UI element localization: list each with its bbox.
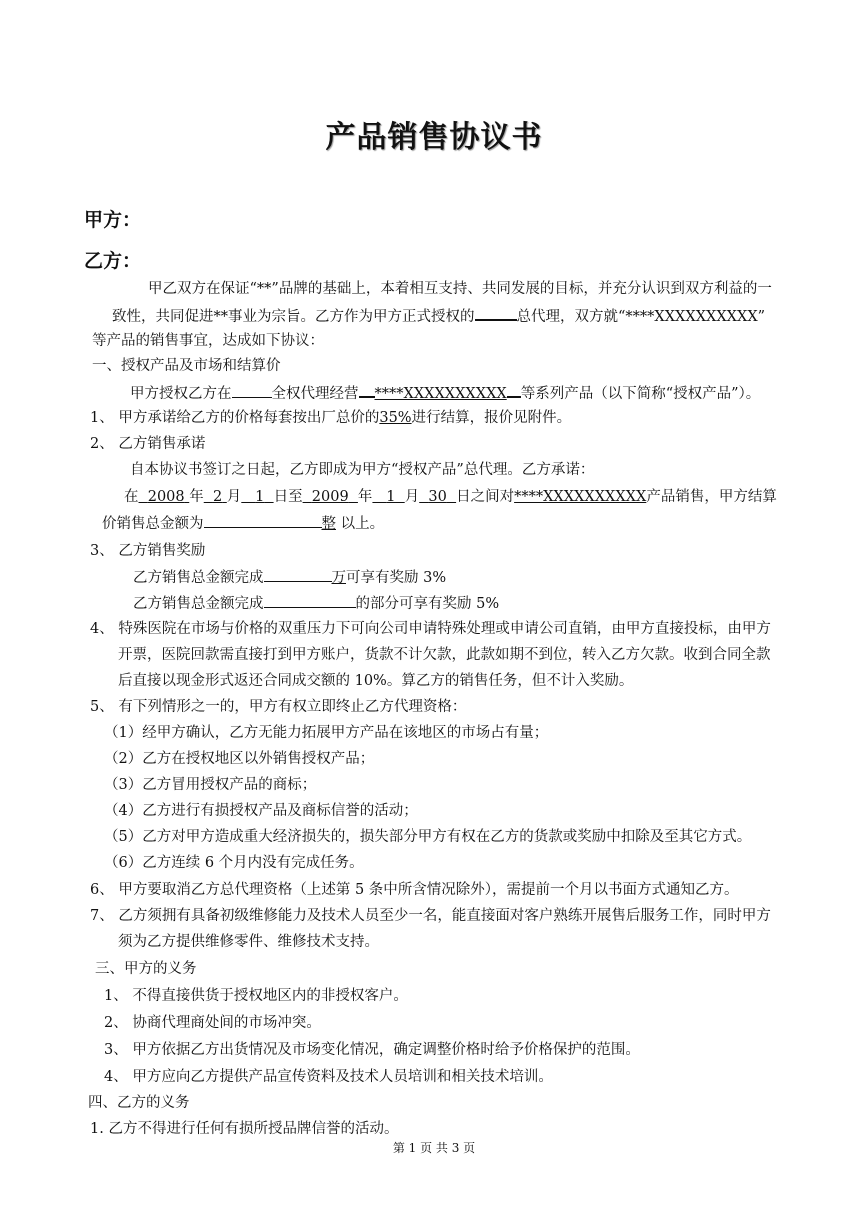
clause-1-text-b: 进行结算，报价见附件。 [411, 410, 572, 426]
clause-2-heading: 2、 乙方销售承诺 [90, 436, 206, 452]
section-1-text-a: 甲方授权乙方在 [130, 386, 232, 402]
start-year [139, 489, 190, 505]
authorized-product-name: ****XXXXXXXXXX [374, 386, 507, 402]
reward-1-text: 乙方销售总金额完成 [133, 570, 264, 586]
intro-line-1: 甲乙双方在保证“**”品牌的基础上，本着相互支持、共同发展的目标，并充分认识到双方利益的一 [148, 281, 772, 297]
amount-whole-label: 整 [321, 516, 336, 532]
total-amount-label: 价销售总金额为 [102, 516, 204, 532]
end-day [419, 489, 456, 505]
month-label-2: 月 [404, 489, 420, 505]
end-year [303, 489, 358, 505]
clause-2-line-3 [102, 513, 384, 534]
date-prefix: 在 [124, 489, 139, 505]
clause-1-text-a: 1、 甲方承诺给乙方的价格每套按出厂总价的 [90, 410, 380, 426]
clause-2-line-1: 自本协议书签订之日起，乙方即成为甲方“授权产品”总代理。乙方承诺： [130, 462, 595, 478]
reward-1-unit: 万 [331, 570, 346, 586]
product-blank-tail [507, 382, 521, 398]
clause-4-line-3: 后直接以现金形式返还合同成交额的 10%。算乙方的销售任务，但不计入奖励。 [118, 673, 634, 689]
start-year-value: 2008 [147, 489, 185, 505]
termination-item: （6）乙方连续 6 个月内没有完成任务。 [104, 855, 364, 871]
start-month-value: 2 [212, 489, 223, 505]
clause-4-line-1: 4、 特殊医院在市场与价格的双重压力下可向公司申请特殊处理或申请公司直销，由甲方直接投标，由甲方 [90, 621, 771, 637]
termination-item: （1）经甲方确认，乙方无能力拓展甲方产品在该地区的市场占有量； [104, 725, 549, 741]
end-month [372, 489, 404, 505]
start-month [204, 489, 227, 505]
reward-rule-2 [133, 593, 499, 614]
amount-above-label: 以上。 [336, 516, 385, 532]
region-blank [232, 383, 272, 398]
section-3-heading: 三、甲方的义务 [95, 961, 197, 977]
start-day [241, 489, 273, 505]
intro-line-2-tail: 总代理，双方就“****XXXXXXXXXX” [516, 309, 766, 325]
party-a-label: 甲方： [84, 209, 142, 231]
reward-rule-1 [133, 567, 446, 588]
year-label-2: 年 [357, 489, 373, 505]
section-1-text-b: 全权代理经营 [271, 386, 359, 402]
page-footer: 第 1 页 共 3 页 [392, 1141, 476, 1155]
day-between-label: 日之间对 [456, 489, 515, 505]
party-a-duty: 2、 协商代理商处间的市场冲突。 [104, 1015, 321, 1031]
intro-line-2-text: 致性，共同促进**事业为宗旨。乙方作为甲方正式授权的 [112, 309, 475, 325]
termination-item: （5）乙方对甲方造成重大经济损失的，损失部分甲方有权在乙方的货款或奖励中扣除及至其它方式。 [104, 829, 752, 845]
party-b-duty: 1. 乙方不得进行任何有损所授品牌信誉的活动。 [90, 1121, 399, 1137]
reward-1-rate: 可享有奖励 3% [346, 570, 447, 586]
intro-line-3: 等产品的销售事宜，达成如下协议： [92, 333, 324, 349]
total-amount-blank [204, 513, 322, 528]
document-title: 产品销售协议书 [325, 120, 543, 155]
month-label-1: 月 [226, 489, 242, 505]
agent-region-blank [475, 305, 517, 321]
section-4-heading: 四、乙方的义务 [88, 1095, 190, 1111]
clause-7-line-2: 须为乙方提供维修零件、维修技术支持。 [118, 934, 379, 950]
product-blank-lead [359, 382, 375, 398]
section-1-line [130, 382, 760, 404]
party-b-label: 乙方： [84, 250, 142, 272]
end-month-value: 1 [386, 489, 396, 505]
day-to-label: 日至 [273, 489, 303, 505]
termination-item: （3）乙方冒用授权产品的商标； [104, 777, 317, 793]
reward-1-amount-blank [264, 567, 332, 582]
clause-4-line-2: 开票，医院回款需直接打到甲方账户，货款不计欠款，此款如期不到位，转入乙方欠款。收到合同全款 [118, 647, 771, 663]
termination-item: （2）乙方在授权地区以外销售授权产品； [104, 751, 375, 767]
end-day-value: 30 [428, 489, 447, 505]
reward-2-text: 乙方销售总金额完成 [133, 596, 264, 612]
reward-2-rate: 的部分可享有奖励 5% [355, 596, 500, 612]
clause-2-line-2-tail: 产品销售，甲方结算 [646, 489, 777, 505]
price-percentage: 35% [379, 410, 412, 426]
clause-7-line-1: 7、 乙方须拥有具备初级维修能力及技术人员至少一名，能直接面对客户熟练开展售后服务工作，同时甲方 [90, 908, 771, 924]
clause-6: 6、 甲方要取消乙方总代理资格（上述第 5 条中所含情况除外），需提前一个月以书面方式通知乙方。 [90, 882, 739, 898]
intro-line-2 [112, 305, 765, 327]
clause-5-heading: 5、 有下列情形之一的，甲方有权立即终止乙方代理资格： [90, 699, 467, 715]
clause-2-line-2 [124, 487, 777, 507]
clause-1 [90, 408, 571, 428]
termination-item: （4）乙方进行有损授权产品及商标信誉的活动； [104, 803, 418, 819]
reward-2-amount-blank [264, 593, 356, 608]
start-day-value: 1 [255, 489, 265, 505]
clause-3-heading: 3、 乙方销售奖励 [90, 543, 206, 559]
party-a-duty: 1、 不得直接供货于授权地区内的非授权客户。 [104, 988, 408, 1004]
year-label-1: 年 [189, 489, 204, 505]
end-year-value: 2009 [311, 489, 349, 505]
party-a-duty: 4、 甲方应向乙方提供产品宣传资料及技术人员培训和相关技术培训。 [104, 1069, 553, 1085]
section-1-heading: 一、授权产品及市场和结算价 [92, 358, 281, 374]
section-1-text-d: 等系列产品（以下简称“授权产品”）。 [520, 386, 761, 402]
committed-product-name: ****XXXXXXXXXX [514, 489, 647, 505]
party-a-duty: 3、 甲方依据乙方出货情况及市场变化情况，确定调整价格时给予价格保护的范围。 [104, 1042, 640, 1058]
